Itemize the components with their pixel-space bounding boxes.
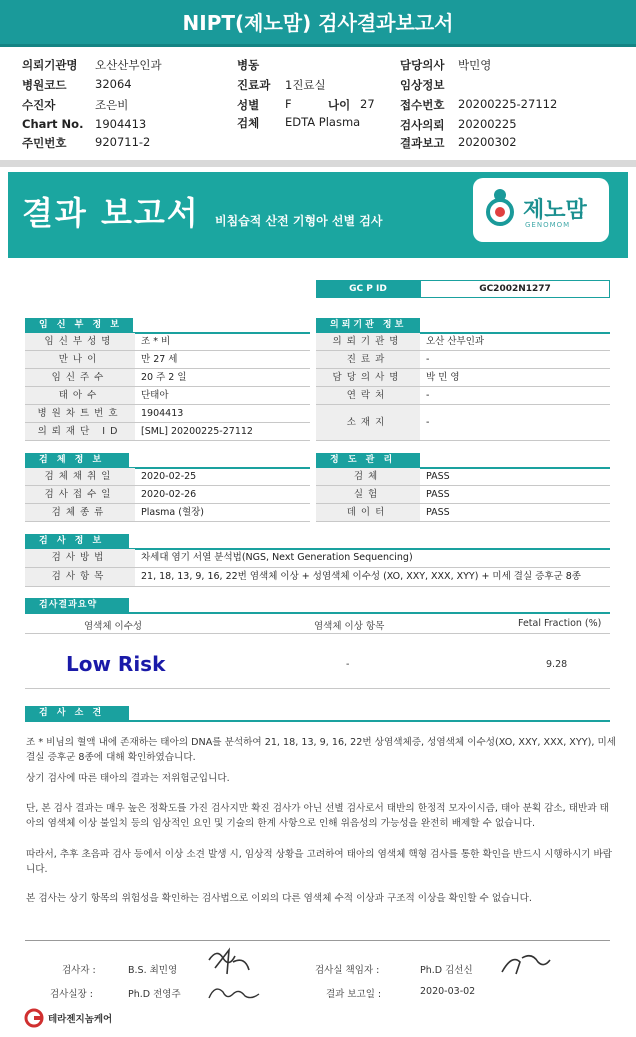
table-row <box>316 468 610 486</box>
finding-paragraph-2: 상기 검사에 따른 태아의 결과는 저위험군입니다. <box>26 773 230 784</box>
table-row <box>316 351 610 369</box>
sex-field: 성별 <box>237 98 260 112</box>
request-field: 검사의뢰 <box>400 118 445 132</box>
responsible-signature <box>498 948 554 978</box>
row-label: 소재지 <box>316 405 420 440</box>
specimen-field: 검체 <box>237 116 260 130</box>
row-label: 임신부성명 <box>25 333 135 350</box>
receipt-value: 20200225-27112 <box>458 97 558 111</box>
table-row <box>25 468 310 486</box>
report-date-footer-value: 2020-03-02 <box>420 986 476 997</box>
section-line <box>25 612 610 614</box>
row-value: 21, 18, 13, 9, 16, 22번 염색체 이상 + 성염색체 이수성 (XO, XXY, XXX, XYY) + 미세 결실 증후군 8종 <box>141 571 581 582</box>
table-row <box>316 504 610 522</box>
table-row <box>25 333 310 351</box>
hospital-field: 의뢰기관명 <box>22 58 78 72</box>
table-row <box>316 486 610 504</box>
section-test-info: 검 사 정 보 <box>25 534 129 549</box>
report-date-value: 20200302 <box>458 135 517 149</box>
row-label: 검체 <box>316 468 420 485</box>
table-row <box>25 369 310 387</box>
row-label: 담당의사명 <box>316 369 420 386</box>
row-value: 만 27 세 <box>141 354 178 365</box>
examinee-value: 조은비 <box>95 98 129 112</box>
chart-value: 1904413 <box>95 117 147 131</box>
responsible-value: Ph.D 김선신 <box>420 965 473 976</box>
lab-head-label: 검사실장 : <box>50 989 93 1000</box>
row-label: 병원차트번호 <box>25 405 135 422</box>
banner-subtitle: 비침습적 산전 기형아 선별 검사 <box>215 214 383 228</box>
genomom-logo-icon <box>482 187 518 227</box>
row-label: 검사방법 <box>25 549 135 567</box>
tester-value: B.S. 최민영 <box>128 965 178 976</box>
row-value: 조 * 비 <box>141 336 171 347</box>
tester-label: 검사자 : <box>62 965 96 976</box>
result-low-risk: Low Risk <box>66 652 166 676</box>
col-abnormal-item: 염색체 이상 항목 <box>314 621 385 632</box>
row-value: PASS <box>426 489 450 500</box>
table-row <box>25 549 610 568</box>
section-line <box>25 720 610 722</box>
tester-signature <box>205 946 255 980</box>
doctor-value: 박민영 <box>458 58 492 72</box>
table-row <box>25 504 310 522</box>
examinee-field: 수진자 <box>22 98 56 112</box>
table-row <box>316 333 610 351</box>
row-label: 태아수 <box>25 387 135 404</box>
dept-field: 진료과 <box>237 78 271 92</box>
gcpid-label: GC P ID <box>316 280 420 298</box>
doctor-field: 담당의사 <box>400 58 445 72</box>
gcpid-value: GC2002N1277 <box>420 280 610 298</box>
code-value: 32064 <box>95 77 132 91</box>
section-pregnant-info: 임 신 부 정 보 <box>25 318 133 333</box>
hospital-value: 오산산부인과 <box>95 58 162 72</box>
row-value: 오산 산부인과 <box>426 336 485 347</box>
row-label: 검사항목 <box>25 568 135 586</box>
section-institution-info: 의뢰기관 정보 <box>316 318 420 333</box>
row-label: 연락처 <box>316 387 420 404</box>
fetal-fraction-value: 9.28 <box>546 659 568 670</box>
table-row <box>25 351 310 369</box>
report-header-title: NIPT(제노맘) 검사결과보고서 <box>0 0 636 47</box>
report-date-field: 결과보고 <box>400 136 445 150</box>
ward-field: 병동 <box>237 58 260 72</box>
section-specimen-info: 검 체 정 보 <box>25 453 129 468</box>
table-row <box>316 405 610 441</box>
footer-divider <box>25 940 610 941</box>
row-label: 만나이 <box>25 351 135 368</box>
divider <box>25 688 610 689</box>
chart-field: Chart No. <box>22 117 84 131</box>
sex-value: F <box>285 97 292 111</box>
age-value: 27 <box>360 97 375 111</box>
row-value: - <box>426 354 430 365</box>
row-value: - <box>426 417 430 428</box>
row-label: 검체채취일 <box>25 468 135 485</box>
logo-text: 제노맘 <box>523 198 587 223</box>
report-date-label: 결과 보고일 : <box>326 989 382 1000</box>
banner-title: 결과 보고서 <box>22 194 200 232</box>
lab-head-signature <box>205 980 263 1006</box>
request-value: 20200225 <box>458 117 517 131</box>
row-value: Plasma (혈장) <box>141 507 205 518</box>
row-value: 1904413 <box>141 408 184 419</box>
table-row <box>316 387 610 405</box>
table-row <box>25 423 310 441</box>
logo-subtext: GENOMOM <box>525 221 571 229</box>
row-label: 검체종류 <box>25 504 135 521</box>
row-value: 단태아 <box>141 390 169 401</box>
row-label: 실험 <box>316 486 420 503</box>
row-value: 박 민 영 <box>426 372 460 383</box>
rrn-field: 주민번호 <box>22 136 67 150</box>
divider <box>0 160 636 167</box>
row-value: 2020-02-25 <box>141 471 197 482</box>
table-row <box>25 486 310 504</box>
finding-paragraph-1: 조 * 비님의 혈액 내에 존재하는 태아의 DNA를 분석하여 21, 18, 13, 9, 16, 22번 상염색체증, 성염색체 이수성(XO, XXY, XXX, XYY), 미세 결실 증후군 8종에 대해 확인하였습니다. <box>26 737 616 763</box>
row-value: 차세대 염기 서열 분석법(NGS, Next Generation Sequencing) <box>141 552 413 563</box>
receipt-field: 접수번호 <box>400 98 445 112</box>
section-findings: 검 사 소 견 <box>25 706 129 721</box>
lab-head-value: Ph.D 전영주 <box>128 989 181 1000</box>
specimen-value: EDTA Plasma <box>285 115 361 129</box>
row-value: [SML] 20200225-27112 <box>141 426 253 437</box>
table-row <box>316 369 610 387</box>
row-value: 2020-02-26 <box>141 489 197 500</box>
col-fetal-fraction: Fetal Fraction (%) <box>518 618 602 629</box>
row-label: 임신주수 <box>25 369 135 386</box>
divider <box>25 633 610 634</box>
age-field: 나이 <box>328 98 351 112</box>
row-label: 데이터 <box>316 504 420 521</box>
table-row <box>25 405 310 423</box>
section-result-summary: 검사결과요약 <box>25 598 129 613</box>
row-label: 검사접수일 <box>25 486 135 503</box>
dept-value: 1진료실 <box>285 78 326 92</box>
row-value: PASS <box>426 507 450 518</box>
table-row <box>25 568 610 587</box>
row-value: - <box>426 390 430 401</box>
finding-paragraph-3: 단, 본 검사 결과는 매우 높은 정확도를 가진 검사지만 확진 검사가 아닌 선별 검사로서 태반의 한정적 모자이시즘, 태아 분획 감소, 태반과 태아의 염색체 이상 불일치 등의 임상적인 요인 및 기술의 한계 사항으로 인해 위음성의 가능성을 완전히 배제할 수 없습니다. <box>26 803 609 829</box>
row-label: 진료과 <box>316 351 420 368</box>
col-aneuploidy: 염색체 이수성 <box>84 621 143 632</box>
code-field: 병원코드 <box>22 78 67 92</box>
company-logo-icon <box>24 1008 44 1028</box>
rrn-value: 920711-2 <box>95 135 151 149</box>
clinical-field: 임상정보 <box>400 78 445 92</box>
row-label: 의뢰기관명 <box>316 333 420 350</box>
finding-paragraph-5: 본 검사는 상기 항목의 위험성을 확인하는 검사법으로 이외의 다른 염색체 수적 이상과 구조적 이상을 확인할 수 없습니다. <box>26 893 532 904</box>
row-label: 의뢰재단 ID <box>25 423 135 440</box>
finding-paragraph-4: 따라서, 추후 초음파 검사 등에서 이상 소견 발생 시, 임상적 상황을 고려하여 태아의 염색체 핵형 검사를 통한 확인을 반드시 시행하시기 바랍니다. <box>26 849 613 875</box>
row-value: 20 주 2 일 <box>141 372 187 383</box>
section-quality-control: 정 도 관 리 <box>316 453 420 468</box>
table-row <box>25 387 310 405</box>
company-name: 테라젠지놈케어 <box>48 1014 113 1025</box>
row-value: PASS <box>426 471 450 482</box>
responsible-label: 검사실 책임자 : <box>315 965 380 976</box>
abnormal-item-value: - <box>346 659 350 670</box>
